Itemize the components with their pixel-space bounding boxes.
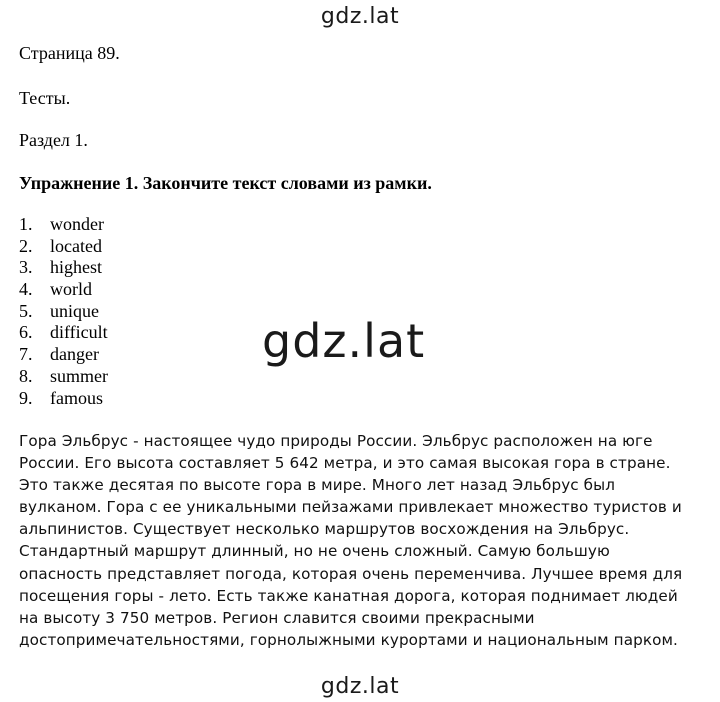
list-item [19,322,108,344]
list-item-number: 5. [19,300,33,321]
paragraph-line: Это также десятая по высоте гора в мире. Много лет назад Эльбрус был [19,476,616,495]
watermark-bottom: gdz.lat [320,674,400,699]
list-item-word: located [50,235,102,256]
list-item-word: unique [50,300,99,321]
list-item [19,257,108,279]
paragraph-line: альпинистов. Существует несколько маршрутов восхождения на Эльбрус. [19,520,630,539]
list-item [19,301,108,323]
list-item-word: danger [50,344,99,365]
section-type: Тесты. [19,88,71,108]
paragraph-line: на высоту 3 750 метров. Регион славится своими прекрасными [19,608,535,627]
list-item [19,214,108,236]
list-item-number: 1. [19,214,33,234]
section-label: Раздел 1. [19,130,88,150]
paragraph-line: России. Его высота составляет 5 642 метра, и это самая высокая гора в стране. [19,454,671,473]
paragraph-line: вулканом. Гора с ее уникальными пейзажами привлекает множество туристов и [19,498,682,517]
list-item-number: 7. [19,344,33,365]
watermark-middle: gdz.lat [262,314,426,368]
list-item [19,279,108,301]
list-item [19,366,108,388]
list-item-number: 2. [19,235,33,256]
paragraph-line: опасность представляет погода, которая очень переменчива. Лучшее время для [19,564,683,583]
paragraph-line: Стандартный маршрут длинный, но не очень сложный. Самую большую [19,542,610,561]
list-item-number: 9. [19,387,33,408]
paragraph-line: посещения горы - лето. Есть также канатная дорога, которая поднимает людей [19,586,678,605]
list-item-word: difficult [50,322,108,343]
list-item-word: wonder [50,214,104,234]
word-list [19,214,108,409]
watermark-top: gdz.lat [320,4,400,29]
paragraph-line: достопримечательностями, горнолыжными курортами и национальным парком. [19,630,678,649]
list-item-word: summer [50,365,108,386]
list-item [19,344,108,366]
list-item [19,388,108,410]
list-item-number: 8. [19,365,33,386]
list-item-word: world [50,279,92,300]
list-item-word: famous [50,387,103,408]
list-item-number: 3. [19,257,33,278]
list-item-number: 4. [19,279,33,300]
list-item [19,236,108,258]
list-item-number: 6. [19,322,33,343]
body-paragraph [19,430,719,651]
exercise-heading: Упражнение 1. Закончите текст словами из рамки. [19,173,432,193]
page-label: Страница 89. [19,43,120,63]
paragraph-line: Гора Эльбрус - настоящее чудо природы России. Эльбрус расположен на юге [19,432,653,450]
list-item-word: highest [50,257,102,278]
